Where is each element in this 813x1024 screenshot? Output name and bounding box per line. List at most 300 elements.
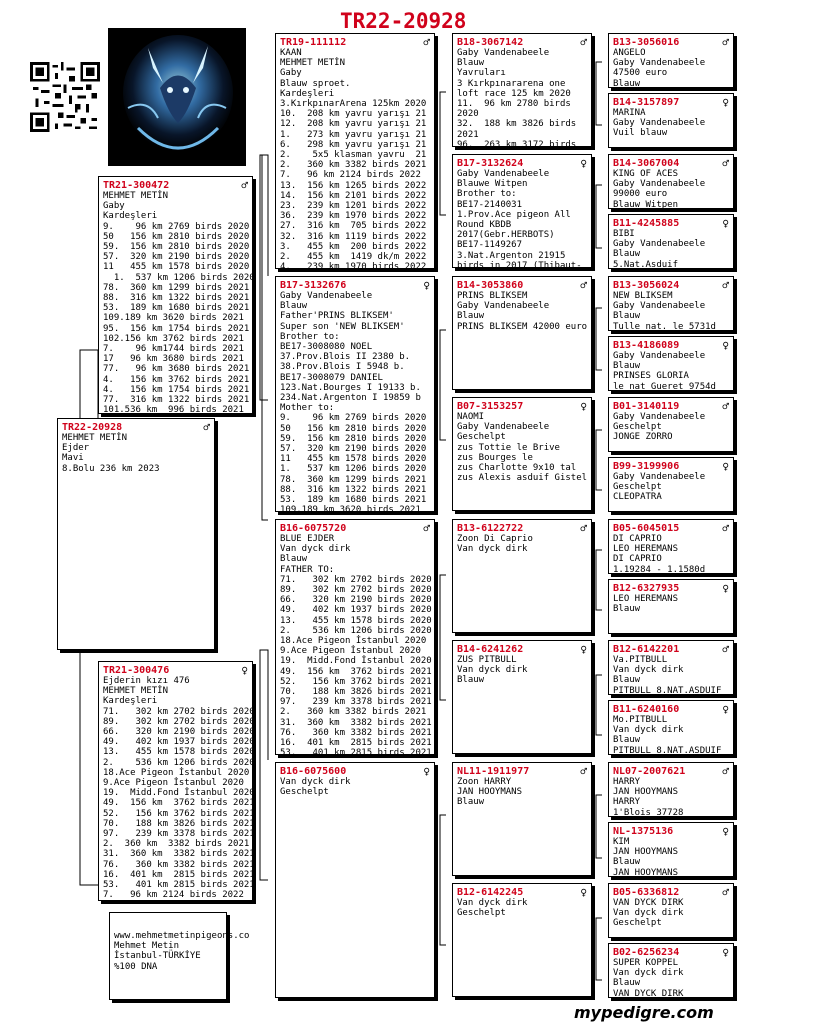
detail-line: 2. 360 km 3382 birds 2021	[103, 839, 250, 850]
detail-line: BLUE EJDER	[280, 534, 335, 544]
detail-line: 71. 302 km 2702 birds 2020	[280, 574, 432, 585]
detail-line: 31. 360 km 3382 birds 2021	[103, 849, 255, 860]
ring-number: B17-3132676	[280, 280, 347, 291]
male-icon: ♂	[722, 400, 729, 413]
ggp-box-3[interactable]	[452, 276, 592, 390]
detail-line: Father'PRINS BLIKSEM'	[280, 311, 394, 322]
detail-line: zus Tottie le Brive	[457, 442, 560, 453]
female-icon: ♀	[722, 460, 729, 473]
gggp-box-8[interactable]	[608, 457, 734, 512]
detail-line: Gaby Vandenabeele	[613, 58, 706, 69]
detail-line: Van dyck dirk	[613, 968, 684, 979]
ring-number: B18-3067142	[457, 37, 524, 48]
detail-line: CLEOPATRA	[613, 492, 662, 503]
detail-line: 53. 401 km 2815 birds 2021	[103, 880, 255, 891]
detail-line: Zoon Di Caprio	[457, 534, 533, 544]
contact-box	[109, 912, 250, 1000]
box-header	[613, 461, 729, 472]
detail-line: PITBULL 8.NAT.ASDUIF	[613, 745, 722, 756]
male-icon: ♂	[423, 522, 430, 535]
detail-line: 78. 360 km 1299 birds 2021	[280, 474, 427, 485]
detail-line: 102.156 km 3762 birds 2021	[103, 333, 244, 344]
pigeon-details	[613, 229, 729, 270]
sire-box[interactable]	[98, 176, 253, 414]
box-header	[280, 523, 430, 534]
detail-line: 88. 316 km 1322 birds 2021	[280, 484, 427, 495]
detail-line: 50 156 km 2810 birds 2020	[280, 423, 427, 434]
detail-line: le nat Gueret 9754d	[613, 381, 716, 392]
pigeon-details	[62, 433, 210, 474]
pigeon-details	[457, 169, 587, 271]
female-icon: ♀	[722, 946, 729, 959]
detail-line: Gaby Vandenabeele	[457, 422, 550, 433]
detail-line: 16. 401 km 2815 birds 2021	[280, 738, 432, 749]
ring-number: B07-3153257	[457, 401, 524, 412]
detail-line: 32. 316 km 1119 birds 2022	[280, 231, 427, 242]
detail-line: DI CAPRIO	[613, 534, 662, 544]
detail-line: Gaby Vandenabeele	[613, 239, 706, 250]
detail-line: 99000 euro	[613, 189, 668, 200]
detail-line: Geschelpt	[457, 432, 506, 443]
detail-line: JAN HOOYMANS	[613, 847, 679, 858]
detail-line: Ejderin kızı 476	[103, 676, 190, 686]
detail-line: HARRY	[613, 797, 641, 808]
detail-line: ANGELO	[613, 48, 646, 58]
detail-line: 2021	[457, 129, 479, 140]
detail-line: Van dyck dirk	[457, 898, 528, 908]
male-icon: ♂	[722, 522, 729, 535]
male-icon: ♂	[580, 522, 587, 535]
detail-line: Kardeşleri	[103, 211, 158, 222]
detail-line: Gaby Vandenabeele	[457, 169, 550, 179]
ggp-box-7[interactable]	[452, 762, 592, 876]
detail-line: LEO HEREMANS	[613, 544, 679, 555]
detail-line: Blauw	[613, 978, 641, 989]
detail-line: 3.KırkpınarArena 125km 2020	[280, 99, 427, 110]
ggp-box-8[interactable]	[452, 883, 592, 997]
detail-line: 77. 316 km 1322 birds 2021	[103, 395, 250, 406]
gggp-box-7[interactable]	[608, 397, 734, 452]
box-header	[280, 37, 430, 48]
male-icon: ♂	[580, 36, 587, 49]
pigeon-details	[613, 48, 729, 89]
detail-line: 2017(Gebr.HERBOTS)	[457, 230, 555, 241]
detail-line: 11 455 km 1578 birds 2020	[280, 454, 427, 465]
box-header	[457, 887, 587, 898]
detail-line: Blauw	[457, 58, 485, 69]
detail-line: 78. 360 km 1299 birds 2021	[103, 282, 250, 293]
box-header	[613, 887, 729, 898]
detail-line: 88. 316 km 1322 birds 2021	[103, 293, 250, 304]
detail-line: 1. 537 km 1206 birds 2020	[280, 464, 427, 475]
detail-line: MEHMET METİN	[280, 58, 346, 69]
box-header	[613, 218, 729, 229]
ring-number: TR19-111112	[280, 37, 347, 48]
box-header	[613, 340, 729, 351]
detail-line: Gaby Vandenabeele	[613, 412, 706, 422]
detail-line: 2. 360 km 3382 birds 2021	[280, 160, 427, 171]
sire-sire-box[interactable]	[275, 33, 435, 273]
detail-line: 27. 316 km 705 birds 2022	[280, 221, 427, 232]
gggp-box-10[interactable]	[608, 579, 734, 634]
female-icon: ♀	[722, 339, 729, 352]
gggp-box-2[interactable]	[608, 93, 734, 148]
detail-line: 70. 188 km 3826 birds 2021	[280, 687, 432, 698]
ring-number: TR22-20928	[62, 422, 123, 433]
ring-number: NL07-2007621	[613, 766, 686, 777]
detail-line: 11 455 km 1578 birds 2020	[103, 262, 250, 273]
detail-line: MEHMET METİN	[103, 686, 169, 697]
detail-line: zus Alexis asduif Gistel	[457, 473, 588, 484]
detail-line: 76. 360 km 3382 birds 2021	[280, 727, 432, 738]
detail-line: 6. 298 km yavru yarışı 21	[280, 139, 427, 150]
detail-line: Yavruları	[457, 68, 506, 79]
detail-line: 11. 96 km 2780 birds	[457, 99, 571, 110]
detail-line: 8.Bolu 236 km 2023	[62, 463, 160, 474]
detail-line: 97. 239 km 3378 birds 2021	[280, 697, 432, 708]
detail-line: BE17-2140031	[457, 199, 523, 210]
detail-line: SUPER KOPPEL	[613, 958, 679, 968]
brand-logo-text: mypedigre.com	[574, 1003, 714, 1022]
detail-line: 31. 360 km 3382 birds 2021	[280, 717, 432, 728]
detail-line: 10. 208 km yavru yarışı 21	[280, 109, 427, 120]
ring-number: B16-6075720	[280, 523, 347, 534]
detail-line: 3. 455 km 200 birds 2022	[280, 241, 427, 252]
detail-line: 32. 188 km 3826 birds	[457, 119, 577, 130]
male-icon: ♂	[580, 279, 587, 292]
detail-line: 2. 536 km 1206 birds 2020	[103, 757, 255, 768]
detail-line: 89. 302 km 2702 birds 2020	[103, 716, 255, 727]
detail-line: Geschelpt	[280, 787, 329, 798]
ring-number: B11-4245885	[613, 218, 680, 229]
detail-line: Geschelpt	[613, 918, 662, 929]
female-icon: ♀	[241, 664, 248, 677]
pigeon-details	[280, 534, 430, 758]
detail-line: Mother to:	[280, 403, 335, 414]
detail-line: Ejder	[62, 443, 90, 454]
pigeon-details	[103, 676, 255, 901]
detail-line: loft race 125 km 2020	[457, 88, 571, 99]
ring-number: B17-3132624	[457, 158, 524, 169]
detail-line: Va.PITBULL	[613, 655, 668, 665]
detail-line: Kardeşleri	[103, 696, 158, 707]
detail-line: Geschelpt	[613, 482, 662, 493]
female-icon: ♀	[423, 765, 430, 778]
ggp-box-4[interactable]	[452, 397, 592, 511]
detail-line: 71. 302 km 2702 birds 2020	[103, 706, 255, 717]
ring-number: B12-6142201	[613, 644, 680, 655]
detail-line: 9. 96 km 2769 birds 2020	[103, 221, 250, 232]
contact-line: Mehmet Metin	[114, 941, 180, 952]
pigeon-details	[613, 837, 729, 878]
pigeon-details	[613, 534, 729, 575]
box-header	[613, 947, 729, 958]
detail-line: 7. 96 km1744 birds 2021	[103, 344, 244, 355]
detail-line: HARRY	[613, 777, 641, 787]
pigeon-details	[457, 777, 587, 808]
male-icon: ♂	[423, 36, 430, 49]
detail-line: 1'Blois 37728	[613, 807, 684, 818]
detail-line: MEHMET METİN	[103, 191, 169, 201]
box-header	[613, 704, 729, 715]
female-icon: ♀	[580, 886, 587, 899]
detail-line: 3.Nat.Argenton 21915	[457, 250, 566, 261]
detail-line: FATHER TO:	[280, 564, 335, 575]
box-header	[613, 158, 729, 169]
detail-line: 109.189 km 3620 birds 2021	[103, 313, 244, 324]
detail-line: Mo.PITBULL	[613, 715, 668, 725]
gggp-box-9[interactable]	[608, 519, 734, 574]
box-header	[613, 583, 729, 594]
detail-line: Van dyck dirk	[280, 777, 351, 787]
detail-line: 3 Kırkpınararena one	[457, 78, 566, 89]
detail-line: MARINA	[613, 108, 646, 118]
dam-dam-box[interactable]	[275, 762, 435, 998]
detail-line: 23. 239 km 1201 birds 2022	[280, 201, 427, 212]
detail-line: Round KBDB	[457, 220, 512, 231]
box-header	[457, 37, 587, 48]
detail-line: Blauw	[457, 311, 485, 322]
detail-line: ZUS PITBULL	[457, 655, 517, 665]
dam-box[interactable]	[98, 661, 253, 901]
gggp-box-6[interactable]	[608, 336, 734, 391]
detail-line: Geschelpt	[613, 422, 662, 433]
contact-line: www.mehmetmetinpigeons.co	[114, 931, 250, 941]
detail-line: BE17-1149267	[457, 240, 523, 251]
detail-line: KAAN	[280, 48, 302, 58]
pigeon-details	[457, 291, 587, 332]
detail-line: 4. 156 km 1754 birds 2021	[103, 384, 250, 395]
pigeon-details	[613, 412, 729, 443]
detail-line: 70. 188 km 3826 birds 2021	[103, 818, 255, 829]
detail-line: 49. 156 km 3762 birds 2021	[280, 666, 432, 677]
ring-number: B99-3199906	[613, 461, 680, 472]
gggp-box-11[interactable]	[608, 640, 734, 695]
gggp-box-16[interactable]	[608, 943, 734, 998]
detail-line: Van dyck dirk	[280, 544, 351, 555]
gggp-box-13[interactable]	[608, 762, 734, 817]
detail-line: 13. 455 km 1578 birds 2020	[280, 615, 432, 626]
box-header	[613, 37, 729, 48]
female-icon: ♀	[580, 643, 587, 656]
pigeon-details	[457, 534, 587, 554]
detail-line: 97. 239 km 3378 birds 2021	[103, 829, 255, 840]
detail-line: 76. 360 km 3382 birds 2021	[103, 859, 255, 870]
ring-number: B14-6241262	[457, 644, 524, 655]
pigeon-details	[613, 898, 729, 929]
male-icon: ♂	[241, 179, 248, 192]
detail-line: 57. 320 km 2190 birds 2020	[280, 444, 427, 455]
detail-line: Zoon HARRY	[457, 777, 512, 787]
detail-line: VAN DYCK DIRK	[613, 988, 684, 999]
gggp-box-5[interactable]	[608, 276, 734, 331]
box-header	[613, 644, 729, 655]
detail-line: Blauw sproet.	[280, 78, 351, 89]
subject-box[interactable]	[57, 418, 215, 650]
detail-line: 47500 euro	[613, 68, 668, 79]
detail-line: 9.Ace Pigeon İstanbul 2020	[103, 778, 244, 789]
detail-line: 13. 156 km 1265 birds 2022	[280, 180, 427, 191]
detail-line: VAN DYCK DIRK	[613, 898, 684, 908]
detail-line: Van dyck dirk	[613, 908, 684, 919]
detail-line: PRINS BLIKSEM	[457, 291, 528, 301]
detail-line: 1.19284 - 1.1580d	[613, 564, 706, 575]
pigeon-details	[280, 291, 430, 515]
ring-number: B14-3053860	[457, 280, 524, 291]
detail-line: Tulle nat. le 5731d	[613, 321, 716, 332]
detail-line: 37.Prov.Blois II 2380 b.	[280, 352, 411, 363]
ring-number: B14-3067004	[613, 158, 680, 169]
detail-line: 59. 156 km 2810 birds 2020	[103, 242, 250, 253]
detail-line: 101.536 km 996 birds 2021	[103, 405, 244, 416]
detail-line: zus Bourges le	[457, 452, 533, 463]
ring-number: B13-3056024	[613, 280, 680, 291]
detail-line: Blauw	[613, 675, 641, 686]
detail-line: Blauwe Witpen	[457, 179, 528, 190]
detail-line: Blauw	[613, 604, 641, 615]
detail-line: 53. 189 km 1680 birds 2021	[280, 495, 427, 506]
detail-line: BIBI	[613, 229, 635, 239]
detail-line: 19. Midd.Fond İstanbul 2020	[280, 656, 432, 667]
box-header	[613, 280, 729, 291]
pigeon-details	[613, 169, 729, 210]
male-icon: ♂	[203, 421, 210, 434]
box-header	[457, 401, 587, 412]
pigeon-details	[280, 48, 430, 272]
pigeon-details	[613, 108, 729, 139]
pigeon-details	[457, 412, 587, 483]
detail-line: 13. 455 km 1578 birds 2020	[103, 747, 255, 758]
detail-line: Geschelpt	[457, 908, 506, 919]
ring-number: B11-6240160	[613, 704, 680, 715]
detail-line: DI CAPRIO	[613, 554, 662, 565]
detail-line: 234.Nat.Argenton I 19859 b	[280, 393, 421, 404]
male-icon: ♂	[722, 279, 729, 292]
pigeon-details	[613, 958, 729, 999]
pigeon-details	[457, 655, 587, 686]
female-icon: ♀	[722, 825, 729, 838]
sire-dam-box[interactable]	[275, 276, 435, 516]
box-header	[457, 766, 587, 777]
dragon-photo	[108, 28, 246, 166]
gggp-box-12[interactable]	[608, 700, 734, 755]
box-header	[613, 523, 729, 534]
detail-line: 52. 156 km 3762 birds 2021	[103, 808, 255, 819]
detail-line: Brother to:	[457, 189, 517, 200]
detail-line: 50 156 km 2810 birds 2020	[103, 231, 250, 242]
detail-line: Blauw	[613, 78, 641, 89]
detail-line: JAN HOOYMANS	[613, 867, 679, 878]
ring-number: B14-3157897	[613, 97, 680, 108]
detail-line: 57. 320 km 2190 birds 2020	[103, 252, 250, 263]
male-icon: ♂	[722, 765, 729, 778]
detail-line: 1. 537 km 1206 birds 2020	[103, 272, 255, 283]
detail-line: NAOMI	[457, 412, 485, 422]
detail-line: LEO HEREMANS	[613, 594, 679, 604]
gggp-box-15[interactable]	[608, 883, 734, 938]
page-title: TR22-20928	[340, 9, 467, 33]
detail-line: Blauw	[457, 797, 485, 808]
male-icon: ♂	[722, 886, 729, 899]
gggp-box-4[interactable]	[608, 214, 734, 269]
detail-line: 14. 156 km 2101 birds 2022	[280, 190, 427, 201]
box-header	[457, 523, 587, 534]
detail-line: JAN HOOYMANS	[613, 787, 679, 798]
pigeon-details	[457, 48, 587, 150]
female-icon: ♀	[722, 217, 729, 230]
ring-number: B05-6045015	[613, 523, 680, 534]
detail-line: 1. 273 km yavru yarışı 21	[280, 129, 427, 140]
female-icon: ♀	[722, 582, 729, 595]
detail-line: 4. 156 km 3762 birds 2021	[103, 374, 250, 385]
detail-line: Van dyck dirk	[613, 665, 684, 676]
detail-line: Gaby Vandenabeele	[613, 179, 706, 190]
detail-line: Gaby Vandenabeele	[613, 351, 706, 361]
pigeon-details	[457, 898, 587, 918]
ring-number: NL-1375136	[613, 826, 674, 837]
detail-line: Gaby Vandenabeele	[613, 301, 706, 312]
ring-number: TR21-300476	[103, 665, 170, 676]
detail-line: 4. 239 km 1970 birds 2022	[280, 262, 427, 273]
detail-line: 7. 96 km 2124 birds 2022	[280, 170, 421, 181]
gggp-box-1[interactable]	[608, 33, 734, 88]
detail-line: 123.Nat.Bourges I 19133 b.	[280, 382, 421, 393]
box-header	[457, 158, 587, 169]
detail-line: Van dyck dirk	[457, 544, 528, 555]
detail-line: Gaby Vandenabeele	[613, 118, 706, 129]
detail-line: Gaby Vandenabeele	[457, 48, 550, 58]
female-icon: ♀	[580, 157, 587, 170]
detail-line: 53. 189 km 1680 birds 2021	[103, 303, 250, 314]
detail-line: 19. Midd.Fond İstanbul 2020	[103, 788, 255, 799]
gggp-box-3[interactable]	[608, 154, 734, 209]
detail-line: Blauw	[613, 857, 641, 868]
detail-line: 16. 401 km 2815 birds 2021	[103, 869, 255, 880]
ggp-box-5[interactable]	[452, 519, 592, 633]
pigeon-details	[613, 594, 729, 614]
detail-line: 18.Ace Pigeon İstanbul 2020	[103, 767, 250, 778]
detail-line: 2. 536 km 1206 birds 2020	[280, 625, 432, 636]
ggp-box-1[interactable]	[452, 33, 592, 150]
ggp-box-2[interactable]	[452, 154, 592, 271]
detail-line: JAN HOOYMANS	[457, 787, 523, 798]
ggp-box-6[interactable]	[452, 640, 592, 754]
detail-line: Blauw	[613, 361, 641, 372]
detail-line: MEHMET METİN	[62, 433, 128, 443]
detail-line: Super son 'NEW BLIKSEM'	[280, 321, 405, 332]
detail-line: Gaby Vandenabeele	[457, 301, 550, 312]
detail-line: 7. 96 km 2124 birds 2022	[103, 890, 244, 901]
detail-line: Gaby	[103, 201, 125, 212]
detail-line: Gaby	[280, 68, 302, 79]
detail-line: 1.Prov.Ace pigeon All	[457, 209, 571, 220]
ring-number: B13-6122722	[457, 523, 524, 534]
detail-line: 66. 320 km 2190 birds 2020	[103, 727, 255, 738]
detail-line: zus Charlotte 9x10 tal	[457, 463, 577, 474]
detail-line: 18.Ace Pigeon İstanbul 2020	[280, 636, 427, 647]
male-icon: ♂	[722, 643, 729, 656]
detail-line: NEW BLIKSEM	[613, 291, 673, 301]
detail-line: Blauw	[457, 675, 485, 686]
dam-sire-box[interactable]	[275, 519, 435, 759]
gggp-box-14[interactable]	[608, 822, 734, 877]
detail-line: BE17-3008079 DANIEL	[280, 372, 383, 383]
detail-line: Blauw	[280, 301, 308, 312]
detail-line: KIM	[613, 837, 630, 847]
detail-line: 95. 156 km 1754 birds 2021	[103, 323, 250, 334]
ring-number: B12-6142245	[457, 887, 524, 898]
detail-line: JONGE ZORRO	[613, 432, 673, 443]
